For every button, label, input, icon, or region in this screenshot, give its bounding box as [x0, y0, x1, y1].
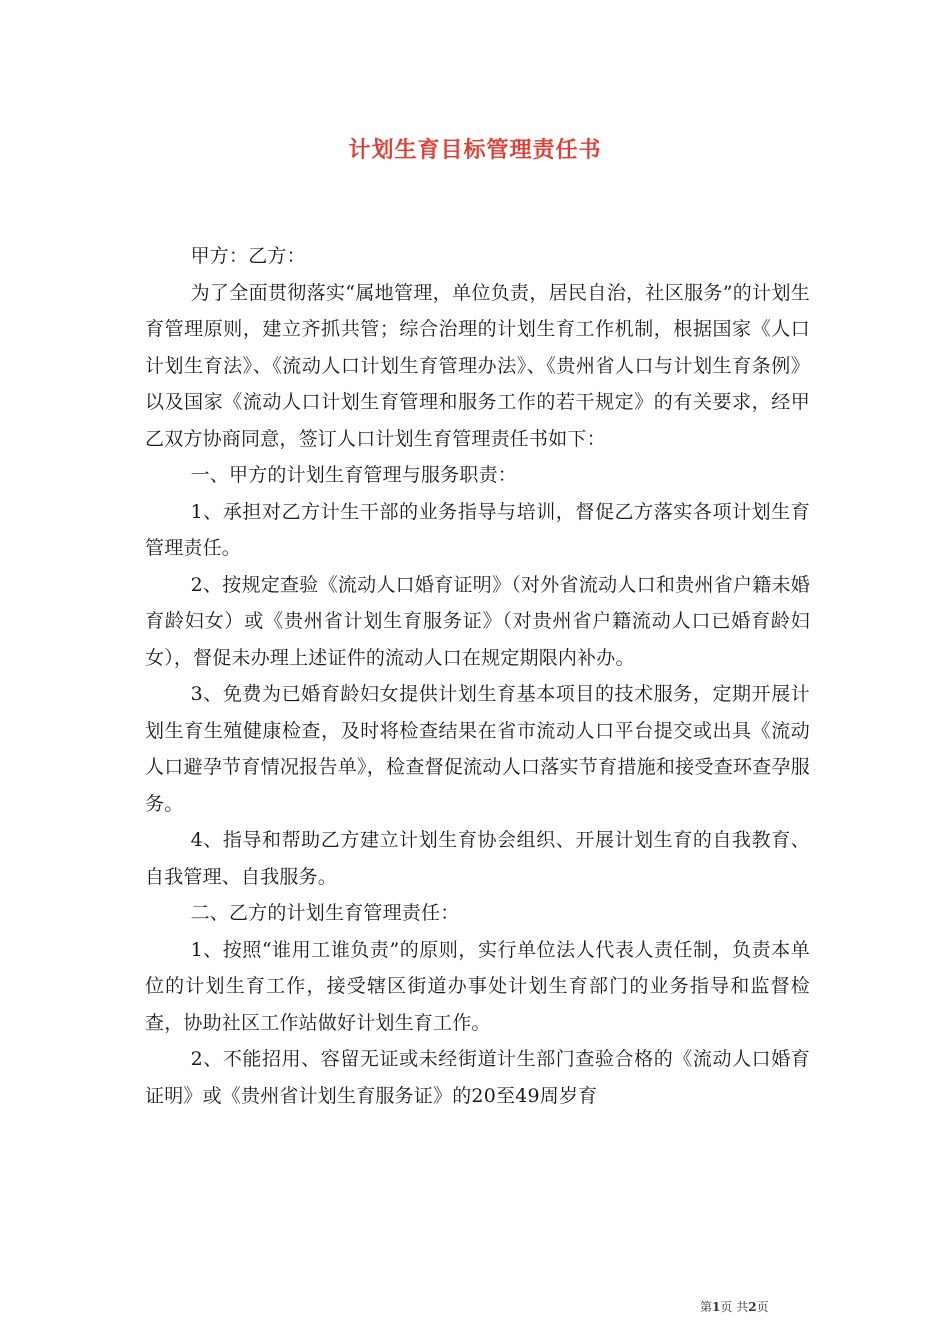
section-heading-party-b: 二、乙方的计划生育管理责任： [190, 902, 460, 924]
paragraph-a4: 4、指导和帮助乙方建立计划生育协会组织、开展计划生育的自我教育、自我管理、自我服务。 [145, 829, 810, 888]
document-title: 计划生育目标管理责任书 [348, 137, 602, 163]
page-footer [700, 1298, 840, 1315]
footer-prefix: 第 [700, 1300, 713, 1314]
parties-line: 甲方：乙方： [190, 245, 306, 267]
paragraph-intro: 为了全面贯彻落实“属地管理，单位负责，居民自治，社区服务”的计划生育管理原则，建立齐抓共管；综合治理的计划生育工作机制，根据国家《人口计划生育法》、《流动人口计划生育管理办法》、《贵州省人口与计划生育条例》以及国家《流动人口计划生育管理和服务工作的若干规定》的有关要求，经甲乙双方协商同意，签订人口计划生育管理责任书如下： [145, 281, 810, 450]
paragraph-a2: 2、按规定查验《流动人口婚育证明》（对外省流动人口和贵州省户籍未婚育龄妇女）或《贵州省计划生育服务证》（对贵州省户籍流动人口已婚育龄妇女），督促未办理上述证件的流动人口在规定期限内补办。 [145, 573, 810, 669]
paragraph-b1: 1、按照“谁用工谁负责”的原则，实行单位法人代表人责任制，负责本单位的计划生育工作，接受辖区街道办事处计划生育部门的业务指导和监督检查，协助社区工作站做好计划生育工作。 [145, 938, 810, 1034]
paragraph-a1: 1、承担对乙方计生干部的业务指导与培训，督促乙方落实各项计划生育管理责任。 [145, 500, 810, 559]
document-body [145, 238, 810, 1114]
paragraph-b2: 2、不能招用、容留无证或未经街道计生部门查验合格的《流动人口婚育证明》或《贵州省计划生育服务证》的20至49周岁育 [145, 1048, 810, 1107]
footer-total-pages: 2 [748, 1300, 757, 1314]
footer-suffix: 页 [756, 1300, 769, 1314]
footer-middle: 页 共 [720, 1300, 749, 1314]
footer-current-page: 1 [712, 1300, 721, 1314]
section-heading-party-a: 一、甲方的计划生育管理与服务职责： [190, 464, 517, 486]
paragraph-a3: 3、免费为已婚育龄妇女提供计划生育基本项目的技术服务，定期开展计划生育生殖健康检查，及时将检查结果在省市流动人口平台提交或出具《流动人口避孕节育情况报告单》，检查督促流动人口落实节育措施和接受查环查孕服务。 [145, 683, 810, 815]
